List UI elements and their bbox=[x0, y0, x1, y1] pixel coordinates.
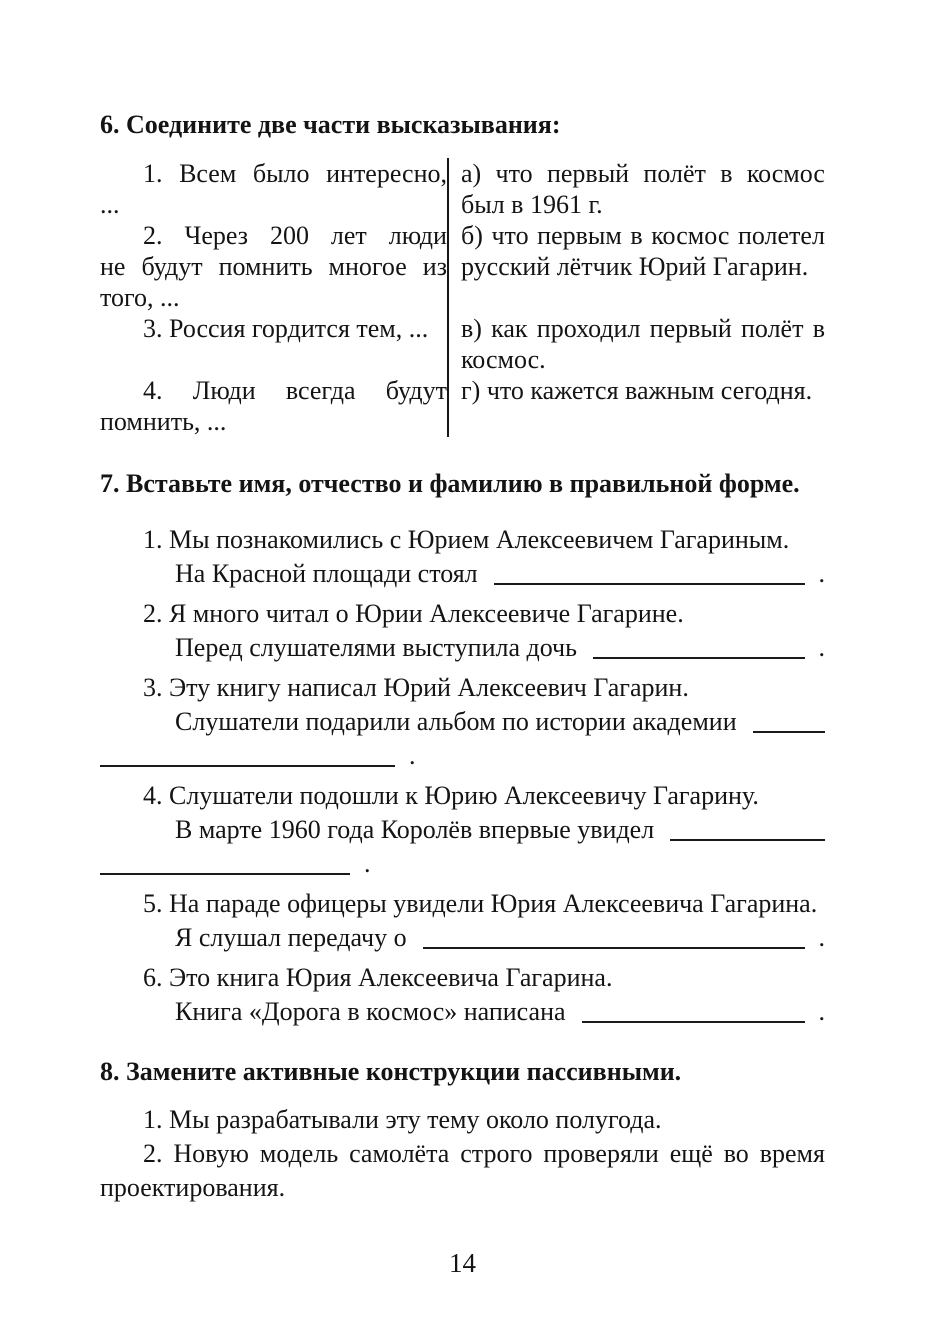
exercise-7-item-1 bbox=[143, 523, 825, 591]
exercise-6-heading: 6. Соедините две части высказывания: bbox=[100, 110, 561, 139]
text-line: 4. Люди всегда будут bbox=[143, 376, 447, 405]
fill-in-row-continuation bbox=[100, 739, 825, 773]
exercise-7-items bbox=[143, 523, 825, 1029]
match-left-item-3 bbox=[100, 313, 447, 375]
period: . bbox=[364, 849, 371, 878]
text-line: ... bbox=[100, 190, 120, 219]
text-line: 4. Слушатели подошли к Юрию Алексеевичу Гагарину. bbox=[143, 781, 759, 810]
fill-in-blank bbox=[100, 765, 395, 767]
fill-in-row bbox=[143, 631, 825, 665]
match-right-item-b bbox=[447, 220, 825, 313]
fill-in-row-continuation bbox=[100, 847, 825, 881]
period: . bbox=[818, 923, 825, 952]
text-line: а) что первый полёт в космос bbox=[461, 159, 825, 188]
fill-in-blank bbox=[582, 1021, 805, 1023]
text-line: 2. Новую модель самолёта строго проверяли ещё во время bbox=[143, 1139, 825, 1168]
text-line: б) что первым в космос полетел bbox=[461, 221, 825, 250]
exercise-7-item-5 bbox=[143, 887, 825, 955]
text-line: Перед слушателями выступила дочь bbox=[175, 633, 577, 662]
fill-in-row bbox=[143, 995, 825, 1029]
fill-in-row bbox=[143, 813, 825, 847]
text-line: На Красной площади стоял bbox=[175, 559, 478, 588]
text-line: русский лётчик Юрий Гагарин. bbox=[461, 252, 809, 281]
period: . bbox=[818, 997, 825, 1026]
text-line: проектирования. bbox=[100, 1173, 286, 1202]
text-line: того, ... bbox=[100, 283, 180, 312]
fill-in-row bbox=[143, 705, 825, 739]
text-line: 3. Эту книгу написал Юрий Алексеевич Гагарин. bbox=[143, 673, 689, 702]
exercise-7-item-4 bbox=[143, 779, 825, 881]
fill-in-blank bbox=[670, 839, 825, 841]
text-line: Книга «Дорога в космос» написана bbox=[175, 997, 566, 1026]
text-line: Слушатели подарили альбом по истории академии bbox=[175, 707, 737, 736]
period: . bbox=[409, 741, 416, 770]
text-line: 6. Это книга Юрия Алексеевича Гагарина. bbox=[143, 963, 613, 992]
text-line: не будут помнить многое из bbox=[100, 252, 447, 281]
text-line: 1. Всем было интересно, bbox=[143, 159, 447, 188]
exercise-7-item-2 bbox=[143, 597, 825, 665]
exercise-7-heading: 7. Вставьте имя, отчество и фамилию в правильной форме. bbox=[100, 469, 800, 498]
period: . bbox=[818, 633, 825, 662]
fill-in-blank bbox=[753, 731, 825, 733]
match-right-item-g bbox=[447, 375, 825, 437]
exercise-8-items bbox=[100, 1103, 825, 1205]
exercise-8-heading: 8. Замените активные конструкции пассивными. bbox=[100, 1057, 682, 1086]
fill-in-blank bbox=[100, 873, 350, 875]
fill-in-blank bbox=[593, 657, 805, 659]
text-line: 2. Через 200 лет люди bbox=[143, 221, 447, 250]
text-line: помнить, ... bbox=[100, 407, 227, 436]
text-line: г) что кажется важным сегодня. bbox=[461, 376, 813, 405]
matching-exercise-table bbox=[100, 158, 825, 437]
text-line: 3. Россия гордится тем, ... bbox=[143, 314, 429, 343]
text-line: 5. На параде офицеры увидели Юрия Алексеевича Гагарина. bbox=[143, 889, 818, 918]
fill-in-row bbox=[143, 557, 825, 591]
match-right-item-a bbox=[447, 158, 825, 220]
text-line: космос. bbox=[461, 345, 546, 374]
text-line: 2. Я много читал о Юрии Алексеевиче Гагарине. bbox=[143, 599, 684, 628]
fill-in-row bbox=[143, 921, 825, 955]
fill-in-blank bbox=[494, 583, 805, 585]
text-line: в) как проходил первый полёт в bbox=[461, 314, 825, 343]
exercise-7-item-3 bbox=[143, 671, 825, 773]
text-line: Я слушал передачу о bbox=[175, 923, 407, 952]
text-line: 1. Мы познакомились с Юрием Алексеевичем Гагариным. bbox=[143, 525, 790, 554]
fill-in-blank bbox=[423, 947, 805, 949]
text-line: 1. Мы разрабатывали эту тему около полугода. bbox=[143, 1105, 662, 1134]
match-left-item-4 bbox=[100, 375, 447, 437]
page-number: 14 bbox=[449, 1248, 476, 1278]
exercise-7-item-6 bbox=[143, 961, 825, 1029]
match-left-item-1 bbox=[100, 158, 447, 220]
match-left-item-2 bbox=[100, 220, 447, 313]
period: . bbox=[818, 559, 825, 588]
text-line: В марте 1960 года Королёв впервые увидел bbox=[175, 815, 655, 844]
match-right-item-v bbox=[447, 313, 825, 375]
text-line: был в 1961 г. bbox=[461, 190, 603, 219]
